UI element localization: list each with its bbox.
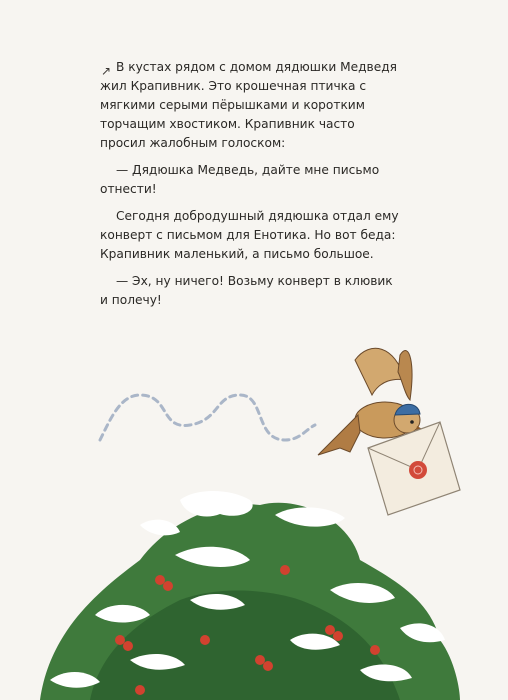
story-paragraph: Сегодня добродушный дядюшка отдал ему конверт с письмом для Енотика. Но вот беда: Крапивник маленький, а письмо большое.	[100, 209, 399, 261]
flight-path-icon	[100, 395, 315, 440]
story-paragraph: — Эх, ну ничего! Возьму конверт в клювик и полечу!	[100, 274, 393, 307]
snowy-holly-bush-icon	[40, 491, 460, 700]
story-paragraph: В кустах рядом с домом дядюшки Медведя жил Крапивник. Это крошечная птичка с мягкими серыми пёрышками и коротким торчащим хвостиком. Крапивник часто просил жалобным голоском:	[100, 60, 397, 150]
story-paragraph: — Дядюшка Медведь, дайте мне письмо отнести!	[100, 163, 380, 196]
decorative-mark: ↗	[101, 64, 112, 78]
